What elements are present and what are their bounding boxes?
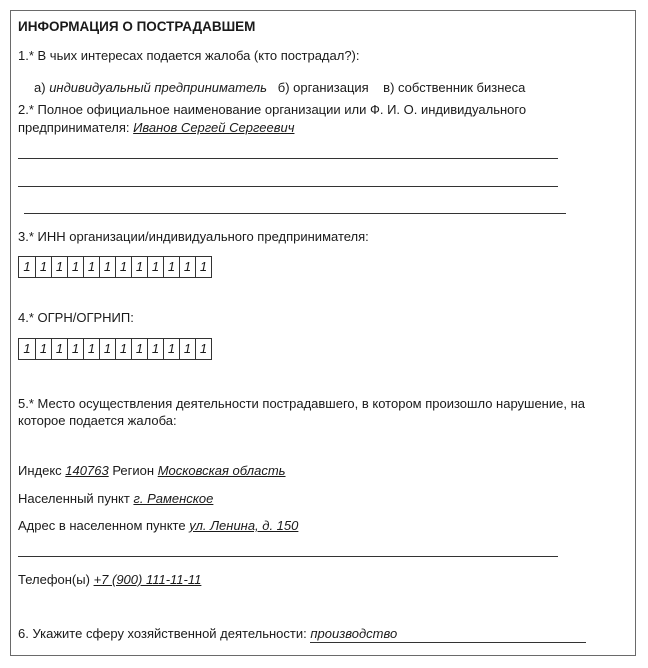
q2-label-line1: 2.* Полное официальное наименование организации или Ф. И. О. индивидуального (18, 102, 527, 117)
inn-cell[interactable]: 1 (52, 256, 68, 278)
locality-row (18, 491, 213, 507)
inn-cell[interactable]: 1 (84, 256, 100, 278)
q1-option-a[interactable]: индивидуальный предприниматель (49, 80, 267, 95)
inn-cell[interactable]: 1 (36, 256, 52, 278)
ogrn-cell[interactable]: 1 (196, 338, 212, 360)
section-title: ИНФОРМАЦИЯ О ПОСТРАДАВШЕМ (18, 19, 256, 34)
ogrn-cell[interactable]: 1 (180, 338, 196, 360)
ogrn-cell[interactable]: 1 (19, 338, 36, 360)
locality-value[interactable]: г. Раменское (133, 491, 214, 506)
q6-row (18, 626, 586, 643)
address-row (18, 518, 298, 534)
q5-label-line1: 5.* Место осуществления деятельности пострадавшего, в котором произошло нарушение, на (18, 396, 585, 411)
inn-cell[interactable]: 1 (132, 256, 148, 278)
ogrn-cell[interactable]: 1 (116, 338, 132, 360)
inn-cell[interactable]: 1 (68, 256, 84, 278)
q2-value[interactable]: Иванов Сергей Сергеевич (133, 120, 295, 135)
phone-label: Телефон(ы) (18, 572, 90, 587)
ogrn-cell[interactable]: 1 (84, 338, 100, 360)
inn-cell[interactable]: 1 (19, 256, 36, 278)
inn-cell[interactable]: 1 (180, 256, 196, 278)
ogrn-cell[interactable]: 1 (36, 338, 52, 360)
inn-cell[interactable]: 1 (116, 256, 132, 278)
q1-option-c[interactable]: в) собственник бизнеса (383, 80, 526, 95)
q6-field[interactable] (310, 626, 586, 643)
ogrn-cell[interactable]: 1 (68, 338, 84, 360)
q2-blank-line-3[interactable] (24, 213, 566, 214)
q5-label-line2: которое подается жалоба: (18, 413, 177, 428)
region-label: Регион (112, 463, 155, 478)
ogrn-cell[interactable]: 1 (148, 338, 164, 360)
phone-value[interactable]: +7 (900) 111-11-11 (93, 572, 202, 587)
q1-option-a-prefix[interactable]: а) (34, 80, 46, 95)
inn-cell[interactable]: 1 (164, 256, 180, 278)
q2-label-line2-row (18, 120, 294, 136)
inn-cell[interactable]: 1 (148, 256, 164, 278)
ogrn-cell[interactable]: 1 (132, 338, 148, 360)
q6-label: 6. Укажите сферу хозяйственной деятельности: (18, 626, 307, 641)
ogrn-cell[interactable]: 1 (52, 338, 68, 360)
q6-value: производство (310, 626, 398, 641)
q1-option-b[interactable]: б) организация (277, 80, 369, 95)
q2-label-line2: предпринимателя: (18, 120, 130, 135)
ogrn-cells[interactable] (18, 338, 212, 360)
inn-cell[interactable]: 1 (100, 256, 116, 278)
ogrn-cell[interactable]: 1 (100, 338, 116, 360)
index-value[interactable]: 140763 (65, 463, 109, 478)
locality-label: Населенный пункт (18, 491, 130, 506)
index-label: Индекс (18, 463, 62, 478)
q2-blank-line-1[interactable] (18, 158, 558, 159)
region-value[interactable]: Московская область (157, 463, 286, 478)
q2-blank-line-2[interactable] (18, 186, 558, 187)
inn-cell[interactable]: 1 (196, 256, 212, 278)
index-region-row (18, 463, 286, 479)
q1-options (34, 80, 525, 96)
address-label: Адрес в населенном пункте (18, 518, 186, 533)
address-value[interactable]: ул. Ленина, д. 150 (189, 518, 299, 533)
ogrn-cell[interactable]: 1 (164, 338, 180, 360)
address-blank-line[interactable] (18, 556, 558, 557)
phone-row (18, 572, 201, 588)
q1-label: 1.* В чьих интересах подается жалоба (кто пострадал?): (18, 48, 360, 63)
q3-label: 3.* ИНН организации/индивидуального предпринимателя: (18, 229, 369, 244)
q4-label: 4.* ОГРН/ОГРНИП: (18, 310, 134, 325)
inn-cells[interactable] (18, 256, 212, 278)
